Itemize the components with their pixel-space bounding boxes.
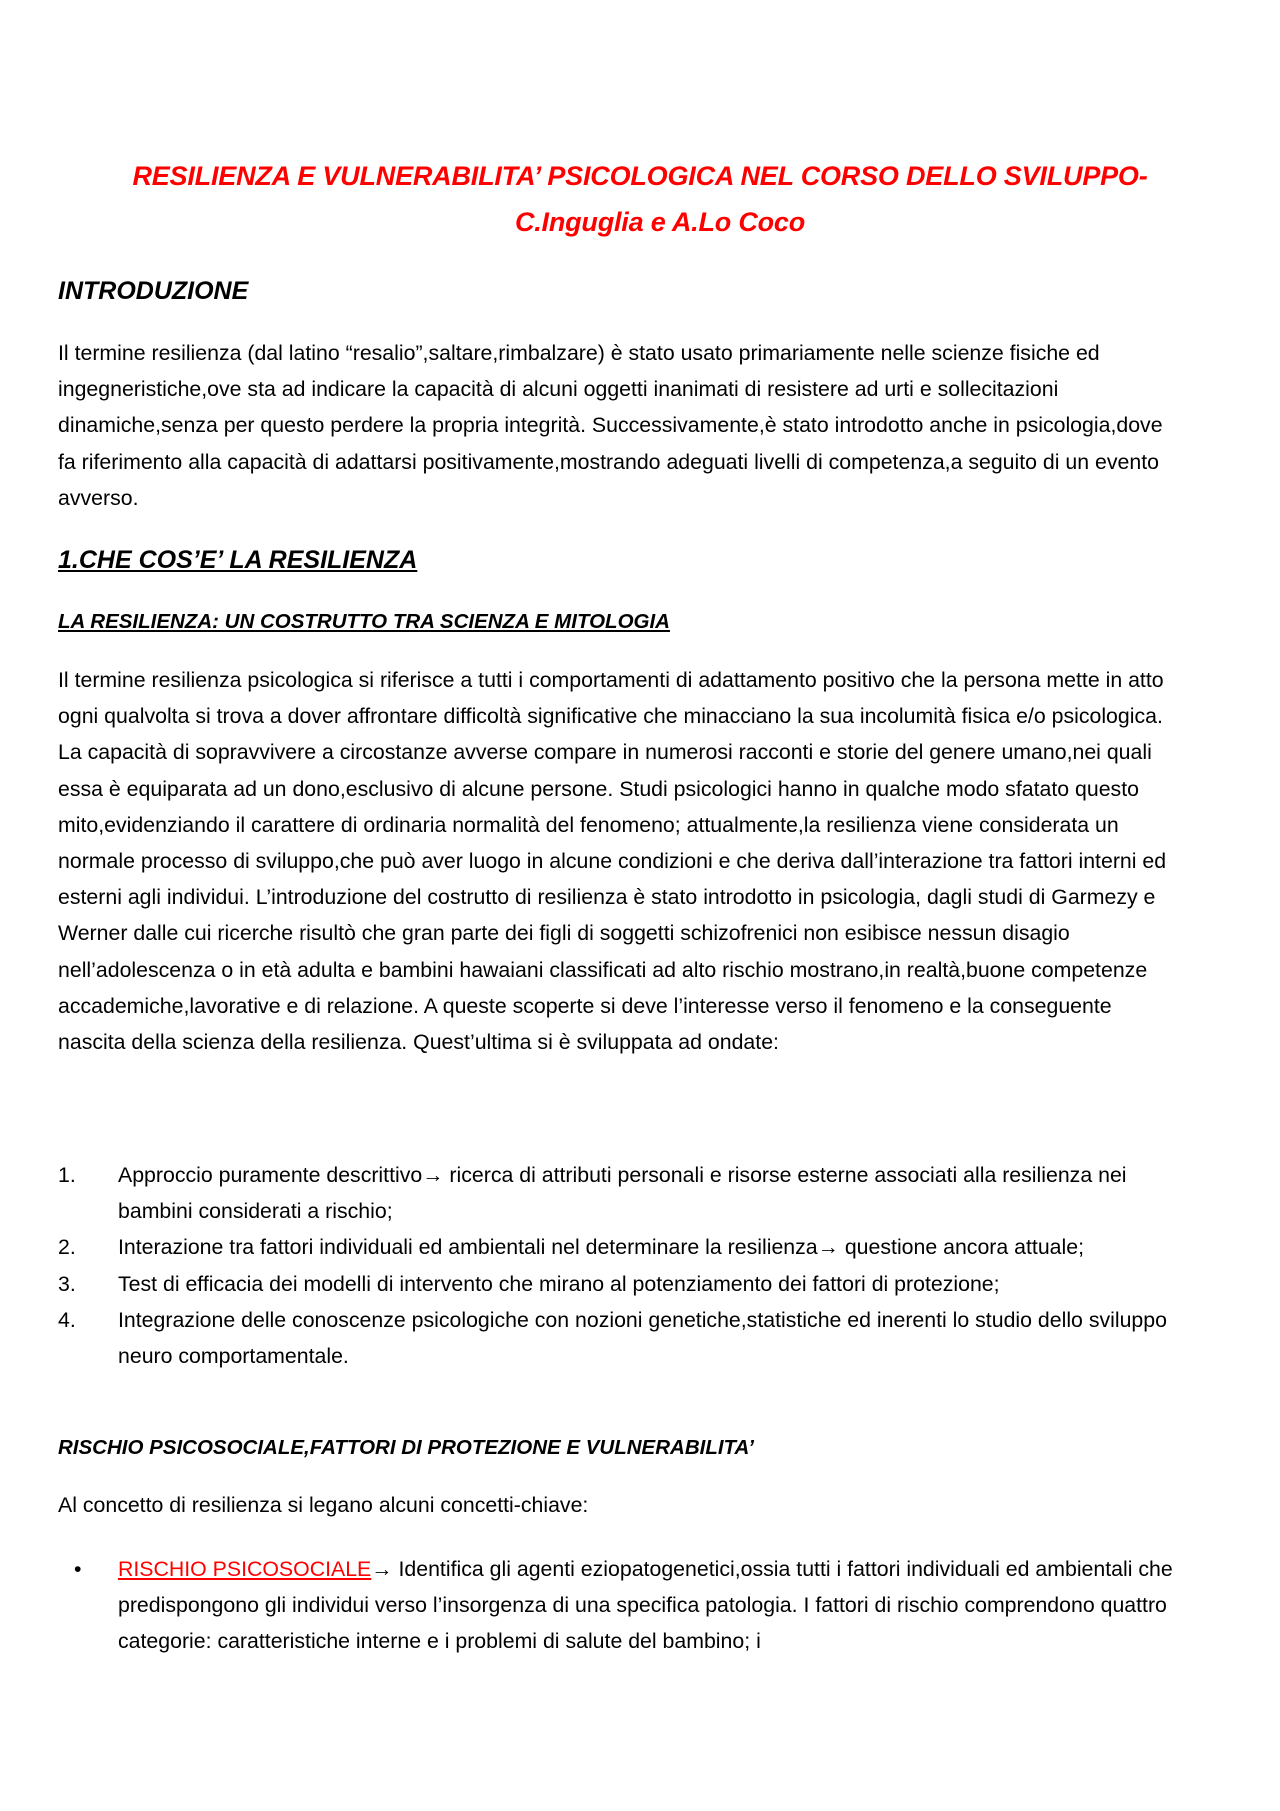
subsection1-heading: LA RESILIENZA: UN COSTRUTTO TRA SCIENZA E MITOLOGIA (58, 610, 670, 633)
list-item (58, 1157, 1178, 1229)
list-item (58, 1229, 1178, 1265)
intro-paragraph: Il termine resilienza (dal latino “resalio”,saltare,rimbalzare) è stato usato primariamente nelle scienze fisiche ed ingegneristiche,ove sta ad indicare la capacità di alcuni oggetti inanimati di resistere ad urti e sollecitazioni dinamiche,senza per questo perdere la propria integrità. Successivamente,è stato introdotto anche in psicologia,dove fa riferimento alla capacità di adattarsi positivamente,mostrando adeguati livelli di competenza,a seguito di un evento avverso. (58, 341, 1163, 510)
subsection2-heading: RISCHIO PSICOSOCIALE,FATTORI DI PROTEZIONE E VULNERABILITA’ (58, 1436, 754, 1459)
document-title-line2: C.Inguglia e A.Lo Coco (514, 207, 806, 237)
list-item-number: 3. (58, 1271, 76, 1296)
list-item-text: Integrazione delle conoscenze psicologiche con nozioni genetiche,statistiche ed inerenti lo studio dello sviluppo neuro comportamentale. (118, 1307, 1167, 1369)
subsection2-intro: Al concetto di resilienza si legano alcuni concetti-chiave: (58, 1493, 589, 1517)
concepts-list (58, 1551, 1178, 1660)
bullet-icon: • (74, 1557, 82, 1581)
section1-heading: 1.CHE COS’E’ LA RESILIENZA (58, 546, 418, 574)
list-item-text: Interazione tra fattori individuali ed ambientali nel determinare la resilienza→ questione ancora attuale; (118, 1235, 1085, 1260)
subsection1-paragraph: Il termine resilienza psicologica si riferisce a tutti i comportamenti di adattamento positivo che la persona mette in atto ogni qualvolta si trova a dover affrontare difficoltà significative che minacciano la sua incolumità fisica e/o psicologica. La capacità di sopravvivere a circostanze avverse compare in numerosi racconti e storie del genere umano,nei quali essa è equiparata ad un dono,esclusivo di alcune persone. Studi psicologici hanno in qualche modo sfatato questo mito,evidenziando il carattere di ordinaria normalità del fenomeno; attualmente,la resilienza viene considerata un normale processo di sviluppo,che può aver luogo in alcune condizioni e che deriva dall’interazione tra fattori interni ed esterni agli individui. L’introduzione del costrutto di resilienza è stato introdotto in psicologia, dagli studi di Garmezy e Werner dalle cui ricerche risultò che gran parte dei figli di soggetti schizofrenici non esibisce nessun disagio nell’adolescenza o in età adulta e bambini hawaiani classificati ad alto rischio mostrano,in realtà,buone competenze accademiche,lavorative e di relazione. A queste scoperte si deve l’interesse verso il fenomeno e la conseguente nascita della scienza della resilienza. Quest’ultima si è sviluppata ad ondate: (58, 668, 1167, 1055)
document-title-line1: RESILIENZA E VULNERABILITA’ PSICOLOGICA NEL CORSO DELLO SVILUPPO- (132, 161, 1148, 191)
list-item (58, 1302, 1178, 1374)
waves-list (58, 1157, 1178, 1374)
intro-heading: INTRODUZIONE (58, 277, 249, 305)
list-item-text: Approccio puramente descrittivo→ ricerca di attributi personali e risorse esterne associati alla resilienza nei bambini considerati a rischio; (118, 1163, 1127, 1224)
list-item (58, 1551, 1178, 1660)
concept-text: → Identifica gli agenti eziopatogenetici,ossia tutti i fattori individuali ed ambientali che predispongono gli individui verso l’insorgenza di una specifica patologia. I fattori di rischio comprendono quattro categorie: caratteristiche interne e i problemi di salute del bambino; i (118, 1557, 1173, 1654)
list-item-text: Test di efficacia dei modelli di intervento che mirano al potenziamento dei fattori di protezione; (118, 1271, 1000, 1296)
list-item-number: 1. (58, 1163, 76, 1187)
list-item (58, 1266, 1178, 1302)
list-item-number: 4. (58, 1307, 76, 1332)
list-item-number: 2. (58, 1235, 76, 1260)
concept-term: RISCHIO PSICOSOCIALE (118, 1557, 372, 1581)
